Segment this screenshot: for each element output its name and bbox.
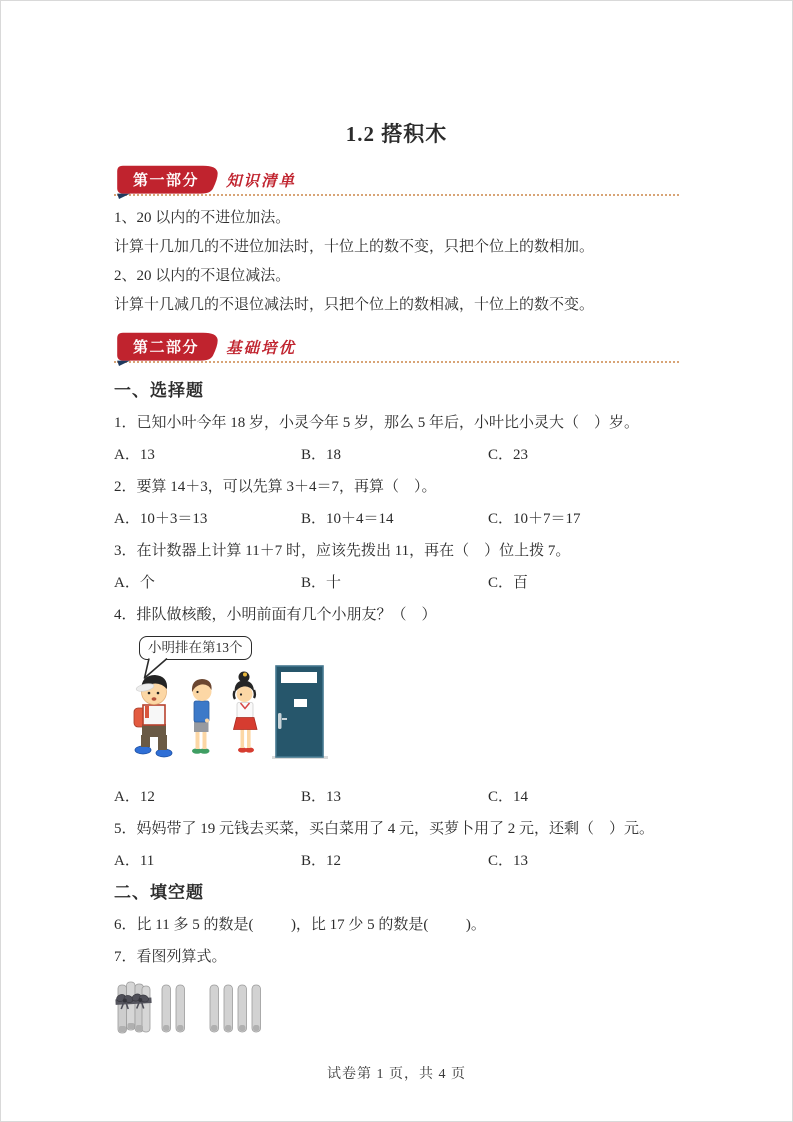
option-c: C．百 (488, 575, 529, 591)
option-a: A．11 (114, 853, 155, 869)
girl-figure (234, 672, 258, 753)
question-5-text: 5．妈妈带了 19 元钱去买菜，买白菜用了 4 元，买萝卜用了 2 元，还剩（ ）元。 (114, 821, 655, 837)
counting-sticks-illustration (114, 979, 679, 1039)
section-2-subtitle: 基础培优 (226, 339, 297, 357)
section-banner-2 (114, 332, 679, 363)
question-5-options (114, 845, 679, 877)
option-a: A．个 (114, 575, 155, 591)
section-2-badge: 第二部分 (132, 339, 199, 356)
page-number-footer: 试卷第 1 页，共 4 页 (327, 1067, 466, 1082)
single-sticks-pair (162, 985, 185, 1032)
knowledge-point-2: 2、20 以内的不退位减法。 (114, 268, 291, 284)
section-1-subtitle: 知识清单 (226, 172, 297, 190)
question-3-options (114, 567, 679, 599)
document-title: 1.2 搭积木 (345, 122, 448, 146)
question-1-options (114, 439, 679, 471)
option-c: C．14 (488, 789, 529, 805)
knowledge-list (114, 204, 679, 320)
question-4-options (114, 781, 679, 813)
boy-figure (192, 679, 212, 754)
option-c: C．10＋7＝17 (488, 511, 581, 527)
option-a: A．10＋3＝13 (114, 511, 208, 527)
page-content (1, 119, 792, 1039)
option-b: B．10＋4＝14 (301, 511, 394, 527)
question-7-text: 7．看图列算式。 (114, 949, 227, 965)
question-2-text: 2．要算 14＋3，可以先算 3＋4＝7，再算（ ）。 (114, 479, 437, 495)
option-c: C．23 (488, 447, 529, 463)
knowledge-point-1-detail: 计算十几加几的不进位加法时，十位上的数不变，只把个位上的数相加。 (114, 239, 595, 255)
option-b: B．12 (301, 853, 342, 869)
knowledge-point-1: 1、20 以内的不进位加法。 (114, 210, 291, 226)
question-3-text: 3．在计数器上计算 11＋7 时，应该先拨出 11，再在（ ）位上拨 7。 (114, 543, 571, 559)
fill-section-heading: 二、填空题 (114, 883, 204, 902)
option-b: B．18 (301, 447, 342, 463)
question-6-text: 6．比 11 多 5 的数是( )，比 17 少 5 的数是( )。 (114, 917, 486, 933)
option-b: B．十 (301, 575, 342, 591)
knowledge-point-2-detail: 计算十几减几的不退位减法时，只把个位上的数相减，十位上的数不变。 (114, 297, 595, 313)
stick-bundle-of-ten (115, 982, 151, 1033)
question-1-text: 1．已知小叶今年 18 岁，小灵今年 5 岁，那么 5 年后，小叶比小灵大（ ）岁。 (114, 415, 640, 431)
section-banner-1 (114, 165, 679, 196)
counting-sticks-drawing (114, 979, 284, 1039)
option-a: A．13 (114, 447, 155, 463)
door-icon (272, 666, 328, 759)
option-b: B．13 (301, 789, 342, 805)
section-1-badge: 第一部分 (132, 172, 199, 189)
speech-bubble: 小明排在第13个 (139, 636, 252, 660)
option-c: C．13 (488, 853, 529, 869)
question-2-options (114, 503, 679, 535)
single-sticks-four (210, 985, 261, 1032)
question-4-text: 4．排队做核酸，小明前面有几个小朋友？（ ） (114, 607, 437, 623)
speech-bubble-tail-icon (142, 658, 172, 680)
queue-illustration (114, 631, 679, 781)
choice-section-heading: 一、选择题 (114, 381, 204, 400)
option-a: A．12 (114, 789, 155, 805)
boy-xiaoming-figure (134, 675, 172, 757)
